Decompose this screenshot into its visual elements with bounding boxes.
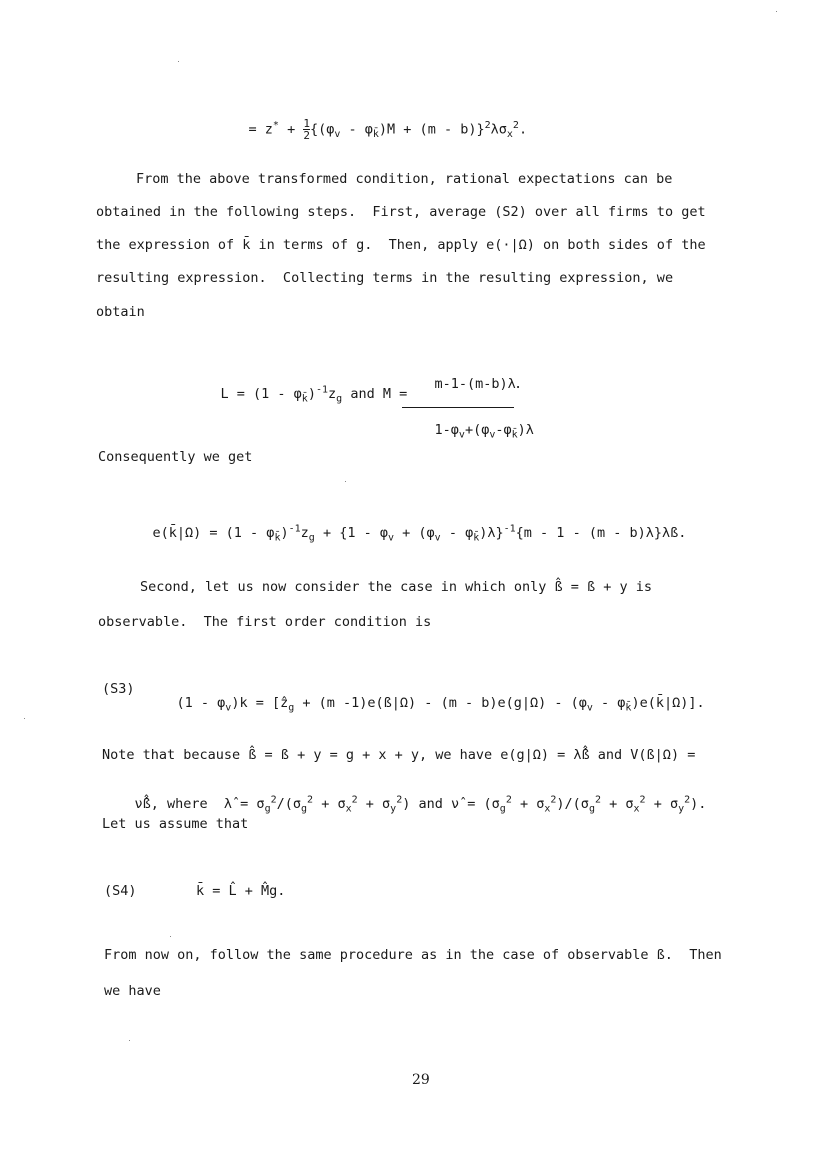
- equation-S4-label: (S4): [104, 883, 137, 899]
- para1-line5: obtain: [96, 304, 145, 320]
- para1-line2: obtained in the following steps. First, average (S2) over all firms to get: [96, 204, 706, 220]
- para5-line2: we have: [104, 983, 161, 999]
- para4-line1: Note that because ß̂ = ß + y = g + x + y, we have e(g|Ω) = λ̂ß̂ and V(ß|Ω) =: [102, 747, 696, 763]
- scan-speck: [178, 61, 179, 62]
- equation-S3: $(1 - \varphi_v)k$ = [ẑ$_g$ + (m -1)e(ß|Ω) - $(m - b)e(g|\Omega) - (\varphi_v$ - $\varphi_{k̄})e(k̄|\Omega)$].: [176, 694, 705, 714]
- para5-line1: From now on, follow the same procedure as in the case of observable ß. Then: [104, 947, 722, 963]
- para1-line3: the expression of k̄ in terms of g. Then, apply e(·|Ω) on both sides of the: [96, 237, 706, 253]
- para4-line2: ν̂ß̂, where λ̂ = $\sigma_g^2/(\sigma_g^2 + \sigma_x^2 + \sigma_y^2)$ and ν̂ = $(\sigma_g^2 + \sigma_x^2)/(\sigma_g^2 + \sigma_x^2 + \sigma_y^2)$.: [134, 794, 707, 815]
- equation-L-M-period: .: [514, 376, 523, 392]
- equation-top: = z* + $\frac{1}{2}$ $\{(\varphi_v - \varphi_{k̄})M + (m - b)\}^2\lambda\sigma_x^2$.: [248, 116, 528, 142]
- para1-line1: From the above transformed condition, rational expectations can be: [136, 171, 673, 187]
- scan-speck: [24, 718, 25, 719]
- para4-line3: Let us assume that: [102, 816, 249, 832]
- equation-S4: k̄ = L̂ + M̂g.: [196, 883, 286, 899]
- half-fraction: $\frac{1}{2}$: [303, 116, 310, 142]
- fraction-M-denominator: $1-\varphi_v+(\varphi_v-\varphi_{k̄})\lambda$: [434, 422, 534, 441]
- scan-speck: [776, 11, 777, 12]
- fraction-M-numerator: m-1-(m-b)λ: [434, 375, 516, 392]
- scan-speck: [129, 1040, 130, 1041]
- fraction-M: [402, 364, 534, 451]
- para2-line1: Consequently we get: [98, 449, 253, 465]
- para1-line4: resulting expression. Collecting terms in the resulting expression, we: [96, 270, 674, 286]
- equation-expectation-k: e(k̄|Ω) = $(1 - \varphi_{k̄})^{-1}z_g + \{1 - \varphi_v + (\varphi_v - \varphi_{k̄})\lambda\}^{-1}\{m - 1 - (m$ - b)λ}λß.: [152, 523, 687, 544]
- equation-S3-label: (S3): [102, 681, 135, 697]
- equation-L-M: $L = (1 - \varphi_{k̄})^{-1}z_g$ and M =: [220, 384, 416, 405]
- para3-line2: observable. The first order condition is: [98, 614, 432, 630]
- page-number: 29: [412, 1072, 430, 1088]
- para3-line1: Second, let us now consider the case in which only ß̂ = ß + y is: [140, 579, 653, 595]
- scan-speck: [345, 481, 346, 482]
- fraction-bar: [402, 407, 514, 408]
- scan-speck: [170, 936, 171, 937]
